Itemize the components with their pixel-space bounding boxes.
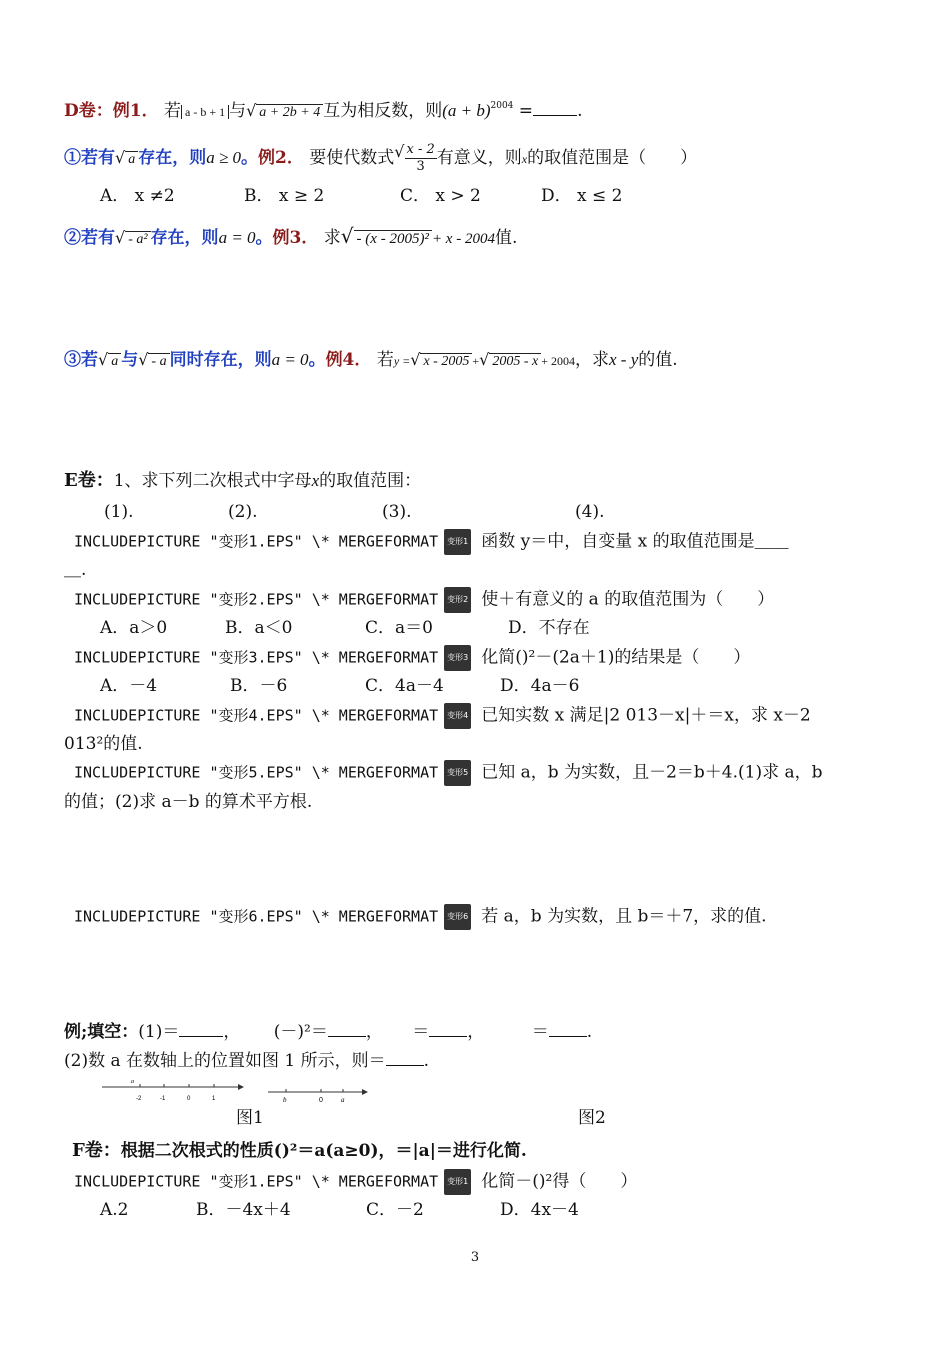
ex4-expr: x - y — [609, 350, 639, 369]
ex2-option-d: D． x ≤ 2 — [541, 186, 623, 206]
fill-p3: ＝ — [412, 1022, 430, 1042]
variant-4-text: 已知实数 x 满足|2 013－x|＋＝x，求 x－2 — [481, 705, 811, 726]
variant-5-cont: 的值；(2)求 a－b 的算术平方根. — [64, 792, 313, 812]
ex2-option-b: B． x ≥ 2 — [244, 186, 325, 206]
variant-badge: 变形5 — [444, 760, 471, 786]
include-num: 2 — [248, 590, 258, 609]
ex3-tail: + x - 2004 — [431, 231, 495, 247]
fill-in-line-2 — [64, 1049, 429, 1073]
fill-blank-5 — [386, 1051, 424, 1066]
rule-2-sqrt: - a² — [125, 231, 150, 248]
f-option-d: D．4x－4 — [500, 1200, 579, 1220]
d-example-1 — [64, 94, 582, 124]
include-suffix: .EPS" \* MERGEFORMAT — [257, 648, 439, 667]
variant-badge: 变形3 — [444, 645, 471, 671]
variant-6 — [74, 904, 767, 930]
rule-1: ①若有 — [64, 148, 115, 168]
ex1-eq: = — [513, 101, 534, 121]
ex2-option-a: A． x ≠2 — [100, 186, 175, 206]
variant-4 — [74, 703, 811, 729]
fill-p4: ＝ — [531, 1022, 549, 1042]
ex1-sqrt-expr: a + 2b + 4 — [256, 104, 323, 121]
f-option-b: B．－4x＋4 — [196, 1200, 291, 1220]
e-q1-part-1: (1). — [104, 502, 134, 522]
e-q1-part-4: (4). — [575, 502, 605, 522]
e-q1-part-2: (2). — [228, 502, 258, 522]
answer-blank — [533, 101, 577, 116]
d-section-label: D卷： — [64, 101, 113, 121]
include-num: 1 — [248, 532, 258, 551]
fill-p2b: ， — [365, 1022, 383, 1042]
include-num: 6 — [248, 907, 258, 926]
include-prefix: INCLUDEPICTURE "变形 — [74, 907, 249, 926]
v2-option-c: C．a＝0 — [365, 618, 433, 638]
f-section-label: F卷： — [72, 1140, 121, 1161]
fill-in-line-1 — [64, 1020, 592, 1044]
include-prefix: INCLUDEPICTURE "变形 — [74, 532, 249, 551]
v3-option-a: A．－4 — [100, 676, 158, 696]
ex1-power-base: (a + b) — [442, 101, 491, 120]
variant-1-cont: ＿. — [64, 560, 87, 580]
rule-1-example-2 — [64, 140, 697, 175]
rule-2-cond: a = 0 — [218, 228, 256, 247]
ex4-text: 若 — [376, 350, 394, 370]
variant-5-text: 已知 a，b 为实数，且－2＝b＋4.(1)求 a，b — [481, 762, 823, 783]
example-1-label: 例1． — [112, 101, 159, 121]
ex4-plus: + — [472, 354, 480, 368]
ex1-abs-expr: a - b + 1 — [181, 105, 229, 119]
axis1-tick: 0 — [187, 1096, 191, 1102]
rule-3-sqrt-2: - a — [148, 353, 169, 370]
axis1-point-label: a — [131, 1079, 134, 1085]
ex4-tail: + 2004 — [541, 354, 575, 368]
ex4-text-3: 的值. — [638, 350, 678, 370]
axis1-tick: -2 — [136, 1096, 142, 1102]
variant-1-text: 函数 y＝中，自变量 x 的取值范围是＿＿ — [481, 531, 789, 552]
fill-p1b: ， — [223, 1022, 241, 1042]
v3-option-d: D．4a－6 — [500, 676, 580, 696]
ex3-text: 求 — [323, 228, 341, 248]
include-num: 4 — [248, 706, 258, 725]
example-3-label: 例3． — [272, 228, 319, 248]
ex2-var: x — [521, 152, 528, 166]
ex2-text: 要使代数式 — [309, 148, 395, 168]
include-prefix: INCLUDEPICTURE "变形 — [74, 706, 249, 725]
v3-option-b: B．－6 — [230, 676, 288, 696]
variant-3-text: 化简()²－(2a＋1)的结果是（ ） — [481, 647, 751, 668]
variant-5 — [74, 760, 823, 786]
number-line-2 — [266, 1084, 376, 1106]
variant-badge: 变形2 — [444, 587, 471, 613]
include-suffix: .EPS" \* MERGEFORMAT — [257, 706, 439, 725]
sqrt-sign: √ — [246, 101, 257, 120]
f-option-a: A.2 — [100, 1200, 129, 1220]
variant-2 — [74, 587, 774, 613]
f-variant-1 — [74, 1169, 637, 1195]
e-q1-tail: 的取值范围： — [319, 471, 422, 491]
rule-2: ②若有 — [64, 228, 115, 248]
rule-3-c: 同时存在，则 — [169, 350, 272, 370]
rule-3-sqrt-1: a — [108, 353, 121, 370]
fill-blank-4 — [549, 1022, 587, 1037]
include-suffix: .EPS" \* MERGEFORMAT — [257, 763, 439, 782]
e-question-1 — [64, 469, 421, 493]
e-q1-part-3: (3). — [382, 502, 412, 522]
ex4-sqrt-1: x - 2005 — [420, 353, 472, 370]
f-question: 化简－()²得（ ） — [481, 1171, 638, 1192]
f-section-text: 根据二次根式的性质()²＝a(a≥0)，＝|a|＝进行化简. — [120, 1141, 527, 1161]
include-num: 3 — [248, 648, 258, 667]
ex4-sqrt-2: 2005 - x — [489, 353, 541, 370]
variant-badge: 变形1 — [444, 529, 471, 555]
ex1-power-exp: 2004 — [490, 101, 514, 111]
fill-line-2-text: (2)数 a 在数轴上的位置如图 1 所示，则＝ — [64, 1051, 386, 1071]
variant-badge: 变形6 — [444, 904, 471, 930]
ex2-option-c: C． x > 2 — [400, 186, 481, 206]
ex2-frac-num: x - 2 — [406, 142, 435, 157]
variant-2-text: 使＋有意义的 a 的取值范围为（ ） — [481, 589, 775, 610]
ex2-frac-den: 3 — [416, 159, 425, 174]
sqrt-sign: √ — [394, 142, 405, 161]
ex4-y: y = — [393, 354, 411, 368]
sqrt-sign: √ — [410, 350, 421, 369]
rule-2-example-3 — [64, 224, 517, 251]
f-include: INCLUDEPICTURE "变形1.EPS" \* MERGEFORMAT — [74, 1172, 439, 1191]
v2-option-b: B．a＜0 — [225, 618, 293, 638]
sqrt-sign: √ — [98, 350, 109, 369]
ex3-text-2: 值. — [494, 228, 518, 248]
page-number: 3 — [470, 1250, 480, 1265]
axis2-tick: a — [341, 1096, 345, 1104]
fill-blank-2 — [328, 1022, 366, 1037]
rule-3-cond: a = 0 — [271, 350, 309, 369]
ex2-text-2: 有意义，则 — [436, 148, 522, 168]
e-q1-parts — [104, 500, 604, 524]
e-section-label: E卷： — [64, 470, 114, 491]
ex1-text-3: 互为相反数，则 — [323, 101, 443, 121]
include-suffix: .EPS" \* MERGEFORMAT — [257, 590, 439, 609]
v2-option-a: A．a＞0 — [100, 618, 168, 638]
v3-option-c: C．4a－4 — [365, 676, 444, 696]
f-section-heading — [72, 1139, 527, 1163]
variant-1 — [74, 529, 789, 555]
number-line-1 — [100, 1078, 250, 1104]
sqrt-sign: √ — [138, 350, 149, 369]
example-2-label: 例2． — [258, 148, 304, 168]
fill-p2: (－)²＝ — [273, 1022, 328, 1042]
fill-blank-1 — [179, 1022, 223, 1037]
ex1-end: . — [577, 101, 583, 121]
ex3-sqrt: - (x - 2005)² — [354, 230, 432, 247]
ex4-text-2: ，求 — [575, 350, 609, 370]
variant-3 — [74, 645, 750, 671]
f-option-c: C．－2 — [366, 1200, 424, 1220]
variant-badge: 变形1 — [444, 1169, 471, 1195]
variant-4-cont: 013²的值. — [64, 734, 143, 754]
axis2-tick: b — [283, 1096, 287, 1104]
fill-p4b: . — [586, 1022, 593, 1042]
include-prefix: INCLUDEPICTURE "变形 — [74, 763, 249, 782]
e-q1-text: 1、求下列二次根式中字母 — [113, 471, 312, 491]
axis1-tick: -1 — [160, 1096, 166, 1102]
include-prefix: INCLUDEPICTURE "变形 — [74, 590, 249, 609]
rule-3: ③若 — [64, 350, 98, 370]
sqrt-sign: √ — [340, 224, 354, 248]
rule-2-b: 存在，则 — [150, 228, 219, 248]
f-options — [100, 1198, 579, 1222]
axis1-tick: 1 — [212, 1096, 216, 1102]
figure-1-caption: 图1 — [236, 1108, 264, 1128]
include-num: 5 — [248, 763, 258, 782]
ex2-fraction — [405, 142, 437, 175]
fill-p3b: ， — [467, 1022, 485, 1042]
rule-1-cond: a ≥ 0 — [206, 148, 242, 167]
include-suffix: .EPS" \* MERGEFORMAT — [257, 907, 439, 926]
sqrt-sign: √ — [115, 228, 126, 247]
rule-1-d: 。 — [241, 148, 259, 168]
fill-line-2-end: . — [423, 1051, 430, 1071]
variant-badge: 变形4 — [444, 703, 471, 729]
fill-blank-3 — [429, 1022, 467, 1037]
axis2-tick: 0 — [319, 1097, 323, 1104]
ex1-text-2: 与 — [229, 101, 247, 121]
figure-2-caption: 图2 — [578, 1108, 606, 1128]
rule-3-example-4 — [64, 348, 678, 373]
rule-2-d: 。 — [255, 228, 273, 248]
e-q1-var: x — [311, 471, 320, 490]
variant-3-options — [100, 674, 579, 698]
rule-3-b: 与 — [121, 350, 139, 370]
ex1-text: 若 — [164, 101, 181, 121]
sqrt-sign: √ — [479, 350, 490, 369]
ex2-text-3: 的取值范围是（ ） — [527, 148, 698, 168]
fill-label: 例;填空： — [64, 1022, 139, 1042]
rule-3-e: 。 — [308, 350, 326, 370]
variant-2-options — [100, 616, 590, 640]
ex2-options — [100, 184, 623, 208]
include-prefix: INCLUDEPICTURE "变形 — [74, 648, 249, 667]
fill-p1: (1)＝ — [138, 1022, 180, 1042]
sqrt-sign: √ — [115, 148, 126, 167]
rule-1-b: 存在，则 — [138, 148, 207, 168]
v2-option-d: D．不存在 — [508, 618, 590, 638]
include-suffix: .EPS" \* MERGEFORMAT — [257, 532, 439, 551]
rule-1-sqrt: a — [125, 151, 138, 168]
example-4-label: 例4． — [325, 350, 372, 370]
variant-6-text: 若 a，b 为实数，且 b＝＋7，求的值. — [481, 906, 767, 927]
